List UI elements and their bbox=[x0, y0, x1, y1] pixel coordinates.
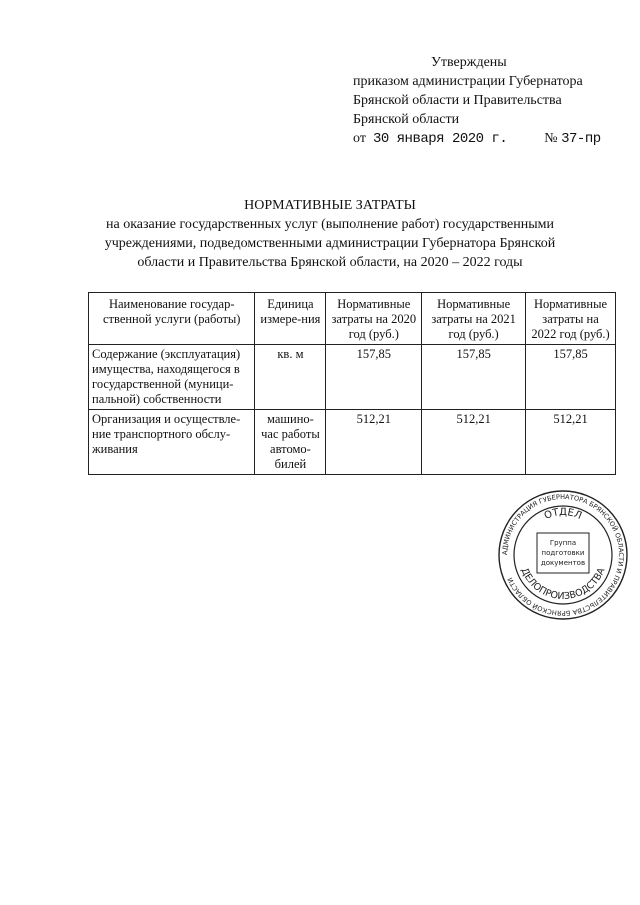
title-line-1: на оказание государственных услуг (выполнение работ) государственными bbox=[106, 217, 554, 232]
table-row bbox=[89, 410, 616, 475]
table-row bbox=[89, 345, 616, 410]
approval-block bbox=[353, 53, 601, 149]
approval-line-3: Брянской области и Правительства bbox=[353, 93, 562, 108]
date-value: 30 января 2020 г. bbox=[372, 131, 508, 147]
header-service: Наименование государ-ственной услуги (работы) bbox=[89, 293, 255, 345]
header-2020: Нормативные затраты на 2020 год (руб.) bbox=[326, 293, 422, 345]
stamp-outer-text: АДМИНИСТРАЦИЯ ГУБЕРНАТОРА БРЯНСКОЙ ОБЛАСТИ И ПРАВИТЕЛЬСТВА БРЯНСКОЙ ОБЛАСТИ bbox=[500, 492, 626, 618]
number-prefix: № bbox=[544, 131, 558, 146]
approval-date-line bbox=[353, 129, 601, 149]
cell-2020: 512,21 bbox=[326, 410, 422, 475]
cell-unit: кв. м bbox=[255, 345, 326, 410]
header-unit: Единица измере-ния bbox=[255, 293, 326, 345]
cell-2021: 157,85 bbox=[422, 345, 526, 410]
approval-line-2: приказом администрации Губернатора bbox=[353, 74, 583, 89]
number-value: 37-пр bbox=[561, 131, 601, 147]
cell-unit: машино-час работы автомо-билей bbox=[255, 410, 326, 475]
normative-costs-table bbox=[88, 292, 616, 475]
svg-text:ОТДЕЛ bbox=[543, 507, 583, 522]
stamp-box-line-1: Группа bbox=[549, 539, 577, 547]
approval-line-1: Утверждены bbox=[431, 55, 507, 70]
approval-line-4: Брянской области bbox=[353, 112, 460, 127]
stamp-box-line-2: подготовки bbox=[541, 549, 585, 557]
table-header-row bbox=[89, 293, 616, 345]
cell-2021: 512,21 bbox=[422, 410, 526, 475]
header-2021: Нормативные затраты на 2021 год (руб.) bbox=[422, 293, 526, 345]
document-title bbox=[70, 196, 590, 272]
stamp-ring-bottom: ДЕЛОПРОИЗВОДСТВА bbox=[518, 566, 608, 603]
date-prefix: от bbox=[353, 131, 366, 146]
header-2022: Нормативные затраты на 2022 год (руб.) bbox=[526, 293, 616, 345]
cell-2022: 157,85 bbox=[526, 345, 616, 410]
stamp-ring-top: ОТДЕЛ bbox=[542, 506, 584, 522]
title-line-2: учреждениями, подведомственными администрации Губернатора Брянской bbox=[104, 236, 556, 251]
cell-service: Содержание (эксплуатация) имущества, находящегося в государственной (муници-пальной) собственности bbox=[89, 345, 255, 410]
cell-service: Организация и осуществле-ние транспортного обслу-живания bbox=[89, 410, 255, 475]
cell-2020: 157,85 bbox=[326, 345, 422, 410]
title-line-3: области и Правительства Брянской области, на 2020 – 2022 годы bbox=[137, 255, 523, 270]
office-stamp bbox=[497, 489, 629, 621]
title-heading: НОРМАТИВНЫЕ ЗАТРАТЫ bbox=[244, 198, 416, 213]
cell-2022: 512,21 bbox=[526, 410, 616, 475]
stamp-box-line-3: документов bbox=[540, 559, 586, 567]
